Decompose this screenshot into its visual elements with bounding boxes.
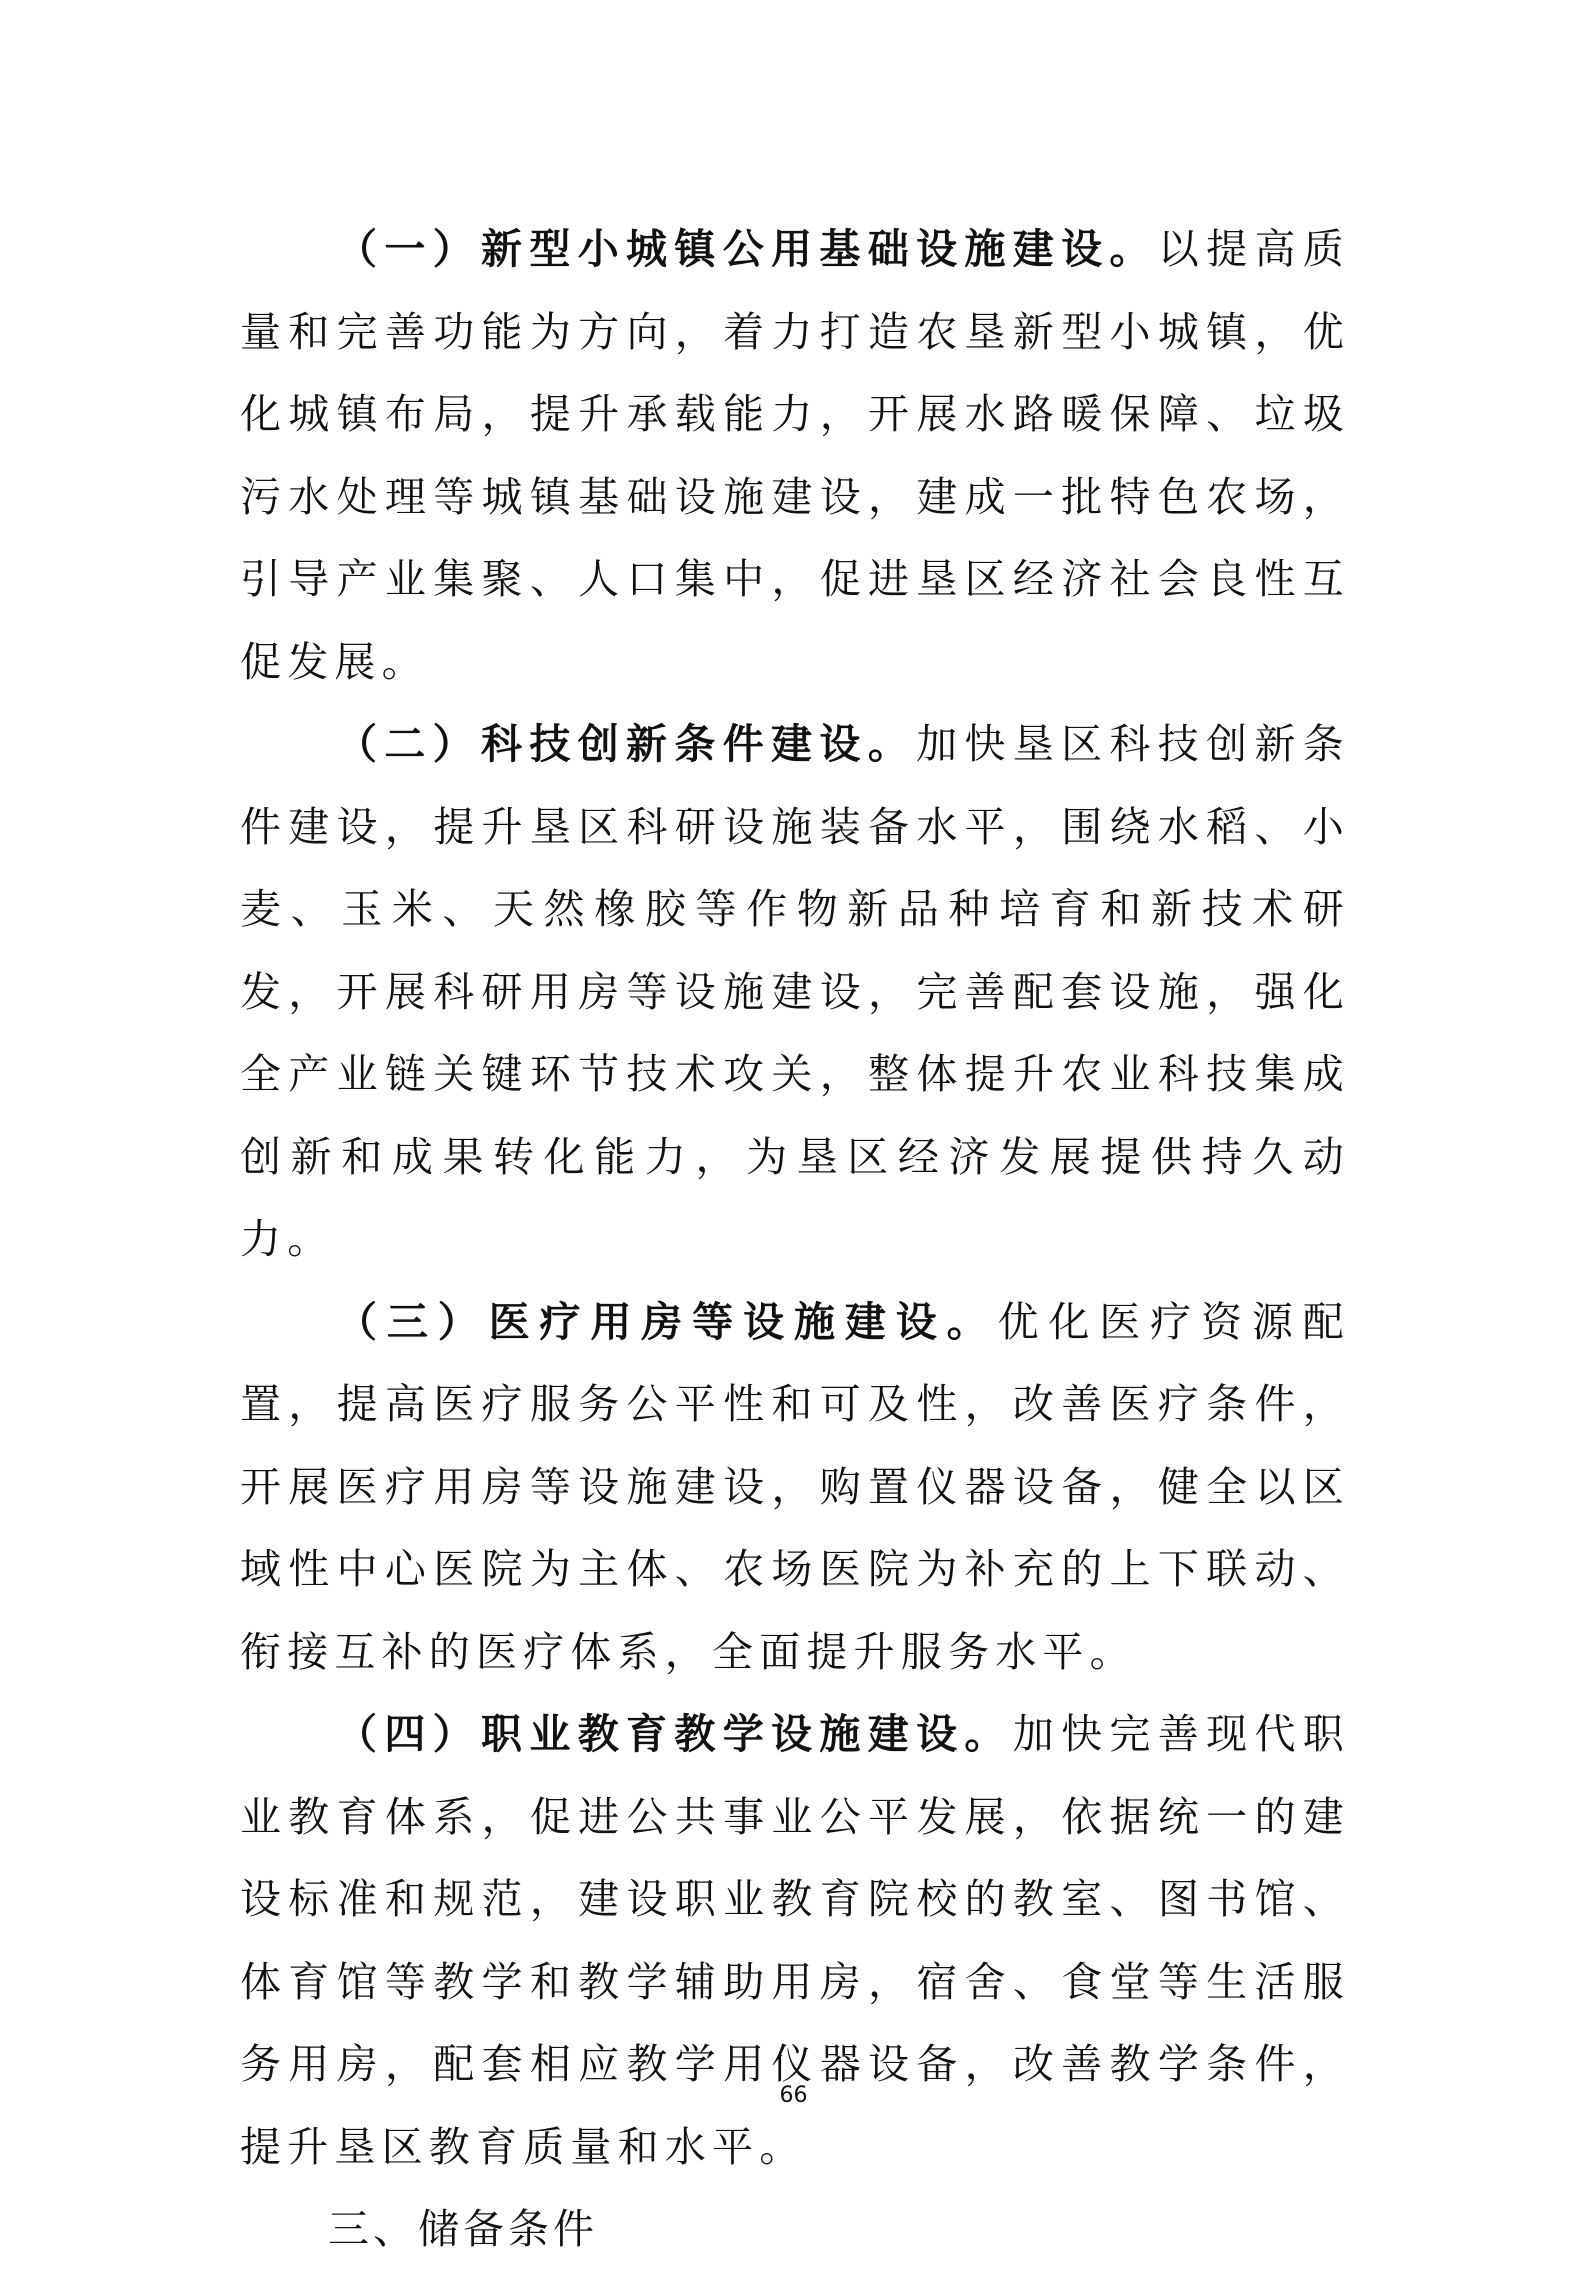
paragraph-sci-tech-innovation	[240, 703, 1350, 1281]
paragraph-vocational-education	[240, 1693, 1350, 2188]
page-number: 66	[779, 2083, 808, 2108]
paragraph-heading: （一）新型小城镇公用基础设施建设。	[336, 225, 1158, 273]
document-body	[240, 208, 1350, 2271]
paragraph-text: 以提高质量和完善功能为方向，着力打造农垦新型小城镇，优化城镇布局，提升承载能力，开展水路暖保障、垃圾污水处理等城镇基础设施建设，建成一批特色农场，引导产业集聚、人口集中，促进垦区经济社会良性互促发展。	[240, 225, 1350, 686]
paragraph-text: 优化医疗资源配置，提高医疗服务公平性和可及性，改善医疗条件，开展医疗用房等设施建设，购置仪器设备，健全以区域性中心医院为主体、农场医院为补充的上下联动、衔接互补的医疗体系，全面提升服务水平。	[240, 1297, 1350, 1676]
paragraph-small-town-infrastructure	[240, 208, 1350, 703]
paragraph-text: 加快垦区科技创新条件建设，提升垦区科研设施装备水平，围绕水稻、小麦、玉米、天然橡胶等作物新品种培育和新技术研发，开展科研用房等设施建设，完善配套设施，强化全产业链关键环节技术攻关，整体提升农业科技集成创新和成果转化能力，为垦区经济发展提供持久动力。	[240, 720, 1350, 1263]
paragraph-text: 加快完善现代职业教育体系，促进公共事业公平发展，依据统一的建设标准和规范，建设职业教育院校的教室、图书馆、体育馆等教学和教学辅助用房，宿舍、食堂等生活服务用房，配套相应教学用仪器设备，改善教学条件，提升垦区教育质量和水平。	[240, 1710, 1350, 2171]
paragraph-heading: （三）医疗用房等设施建设。	[336, 1297, 998, 1346]
section-heading: 三、储备条件	[328, 2205, 598, 2253]
paragraph-heading: （二）科技创新条件建设。	[336, 720, 917, 768]
paragraph-heading: （四）职业教育教学设施建设。	[336, 1710, 1013, 1758]
paragraph-medical-facilities	[240, 1281, 1350, 1694]
